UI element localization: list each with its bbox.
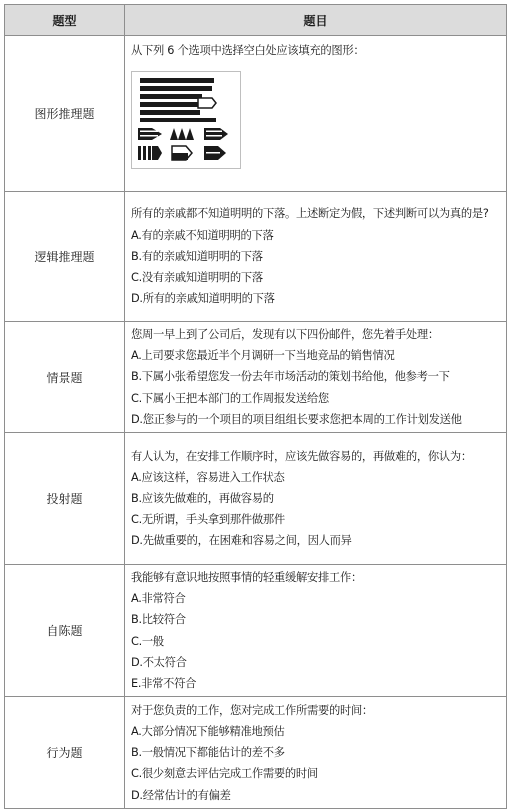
option-d: D.所有的亲戚知道明明的下落	[131, 292, 275, 306]
option-a: A.有的亲戚不知道明明的下落	[131, 228, 274, 242]
row-question-cell	[125, 322, 507, 433]
option-b: B.一般情况下都能估计的差不多	[131, 746, 285, 760]
option-d: D.先做重要的，在困难和容易之间，因人而异	[131, 534, 352, 548]
question-text: 从下列 6 个选项中选择空白处应该填充的图形：	[131, 44, 365, 57]
row-question-cell	[125, 36, 507, 192]
option-a: A.非常符合	[131, 592, 186, 606]
row-question-cell	[125, 192, 507, 322]
question-text: 对于您负责的工作，您对完成工作所需要的时间：	[131, 703, 373, 717]
row-question-cell	[125, 565, 507, 697]
option-c: C.下属小王把本部门的工作周报发送给您	[131, 391, 329, 405]
option-b: B.应该先做难的，再做容易的	[131, 491, 274, 505]
option-b: B.有的亲戚知道明明的下落	[131, 249, 263, 263]
option-a: A.上司要求您最近半个月调研一下当地竞品的销售情况	[131, 349, 395, 363]
row-type-label: 投射题	[5, 433, 125, 565]
option-c: C.很少刻意去评估完成工作需要的时间	[131, 767, 318, 781]
option-b: B.下属小张希望您发一份去年市场活动的策划书给他，他参考一下	[131, 370, 450, 384]
pattern-figure	[131, 71, 241, 169]
row-question-cell	[125, 697, 507, 809]
question-type-table	[4, 4, 507, 809]
question-text: 我能够有意识地按照事情的轻重缓解安排工作：	[131, 571, 362, 585]
row-type-label: 情景题	[5, 322, 125, 433]
option-d: D.不太符合	[131, 655, 187, 669]
option-a: A.大部分情况下能够精准地预估	[131, 724, 285, 738]
table-header-row	[5, 5, 507, 36]
table-row	[5, 192, 507, 322]
row-question-cell	[125, 433, 507, 565]
question-text: 您周一早上到了公司后，发现有以下四份邮件，您先着手处理：	[131, 328, 439, 341]
option-e: E.非常不符合	[131, 677, 197, 691]
option-d: D.您正参与的一个项目的项目组组长要求您把本周的工作计划发送他	[131, 412, 462, 426]
option-c: C.没有亲戚知道明明的下落	[131, 271, 263, 285]
table-row	[5, 433, 507, 565]
table-row	[5, 322, 507, 433]
row-type-label: 逻辑推理题	[5, 192, 125, 322]
option-a: A.应该这样，容易进入工作状态	[131, 470, 285, 484]
option-b: B.比较符合	[131, 613, 186, 627]
row-type-label: 行为题	[5, 697, 125, 809]
header-question-type: 题型	[5, 5, 125, 36]
header-question: 题目	[125, 5, 507, 36]
option-c: C.无所谓，手头拿到那件做那件	[131, 513, 285, 527]
row-type-label: 自陈题	[5, 565, 125, 697]
table-row	[5, 36, 507, 192]
row-type-label: 图形推理题	[5, 36, 125, 192]
question-text: 有人认为，在安排工作顺序时，应该先做容易的，再做难的，你认为：	[131, 449, 472, 463]
table-row	[5, 697, 507, 809]
table-row	[5, 565, 507, 697]
option-c: C.一般	[131, 634, 164, 648]
question-text: 所有的亲戚都不知道明明的下落。上述断定为假，下述判断可以为真的是?	[131, 207, 489, 221]
option-d: D.经常估计的有偏差	[131, 788, 231, 802]
